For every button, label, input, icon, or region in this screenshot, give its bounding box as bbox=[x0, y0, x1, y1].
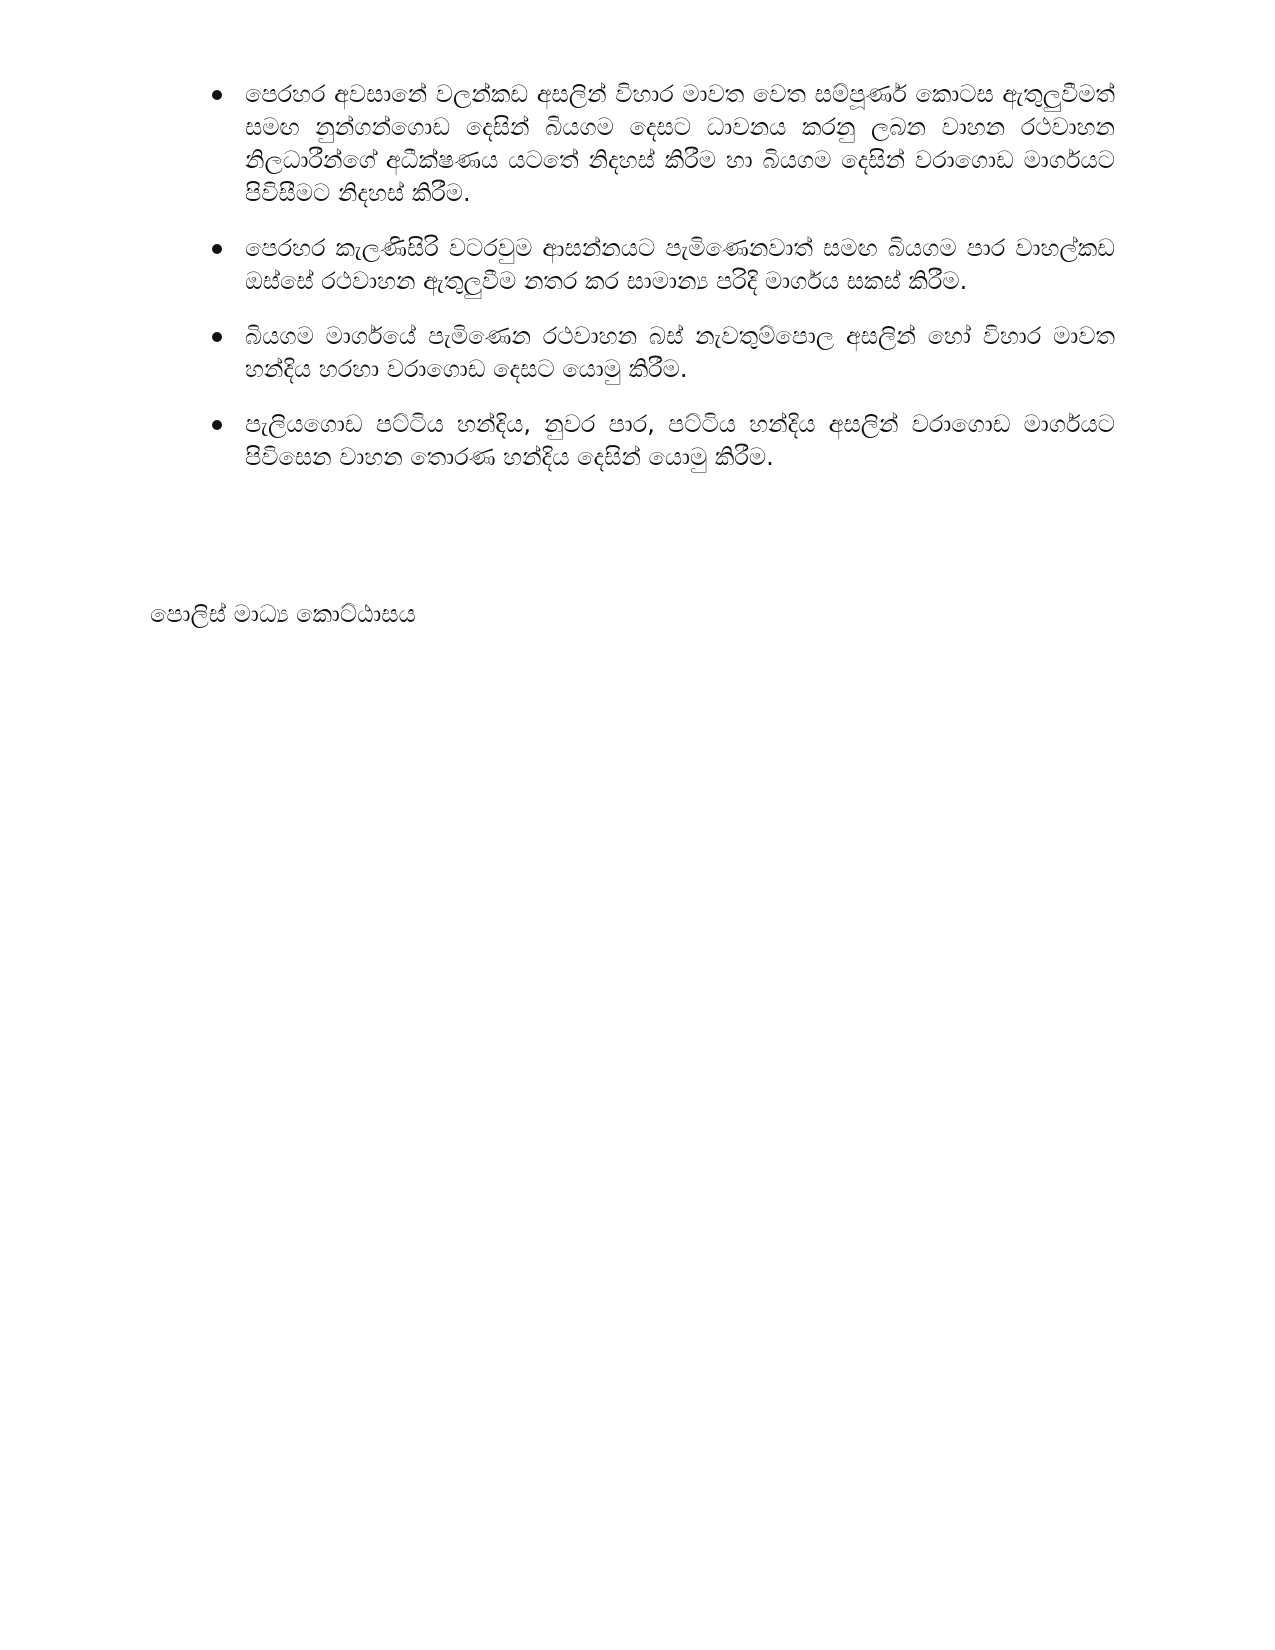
bullet-list bbox=[210, 78, 1115, 496]
bullet-text: පෙරහර කැලණිසිරි වටරවුම ආසන්නයට පැමිණෙනවාත් සමඟ බියගම පාර වාහල්කඩ ඔස්සේ රථවාහන ඇතුලුවීම නතර කර සාමාන්‍ය පරිදි මාර්ගය සකස් කිරීම. bbox=[245, 234, 1115, 295]
bullet-icon bbox=[212, 420, 222, 430]
list-item bbox=[210, 232, 1115, 298]
bullet-text: පෙරහර අවසානේ වලන්කඩ අසලින් විහාර මාවත වෙත සම්පූර්ණ කොටස ඇතුලුවීමත් සමඟ නුන්ගන්ගොඩ දෙසින් බියගම දෙසට ධාවනය කරනු ලබන වාහන රථවාහන නිලධාරීන්ගේ අධීක්ෂණය යටතේ නිදහස් කිරීම හා බියගම දෙසින් වරාගොඩ මාර්ගයට පිවිසීමට නිදහස් කිරීම. bbox=[245, 80, 1115, 207]
signature-text: පොලිස් මාධ්‍ය කොට්ඨාසය bbox=[150, 600, 416, 628]
list-item bbox=[210, 320, 1115, 386]
list-item bbox=[210, 78, 1115, 210]
bullet-text: පැලියගොඩ පට්ටිය හන්දිය, නුවර පාර, පට්ටිය හන්දිය අසලින් වරාගොඩ මාර්ගයට පිවිසෙන වාහන තොරණ හන්දිය දෙසින් යොමු කිරීම. bbox=[245, 410, 1115, 471]
list-item bbox=[210, 408, 1115, 474]
bullet-icon bbox=[212, 332, 222, 342]
bullet-icon bbox=[212, 90, 222, 100]
bullet-text: බියගම මාර්ගයේ පැමිණෙන රථවාහන බස් නැවතුම්පොල අසලින් හෝ විහාර මාවත හන්දිය හරහා වරාගොඩ දෙසට යොමු කිරීම. bbox=[245, 322, 1115, 383]
bullet-icon bbox=[212, 244, 222, 254]
